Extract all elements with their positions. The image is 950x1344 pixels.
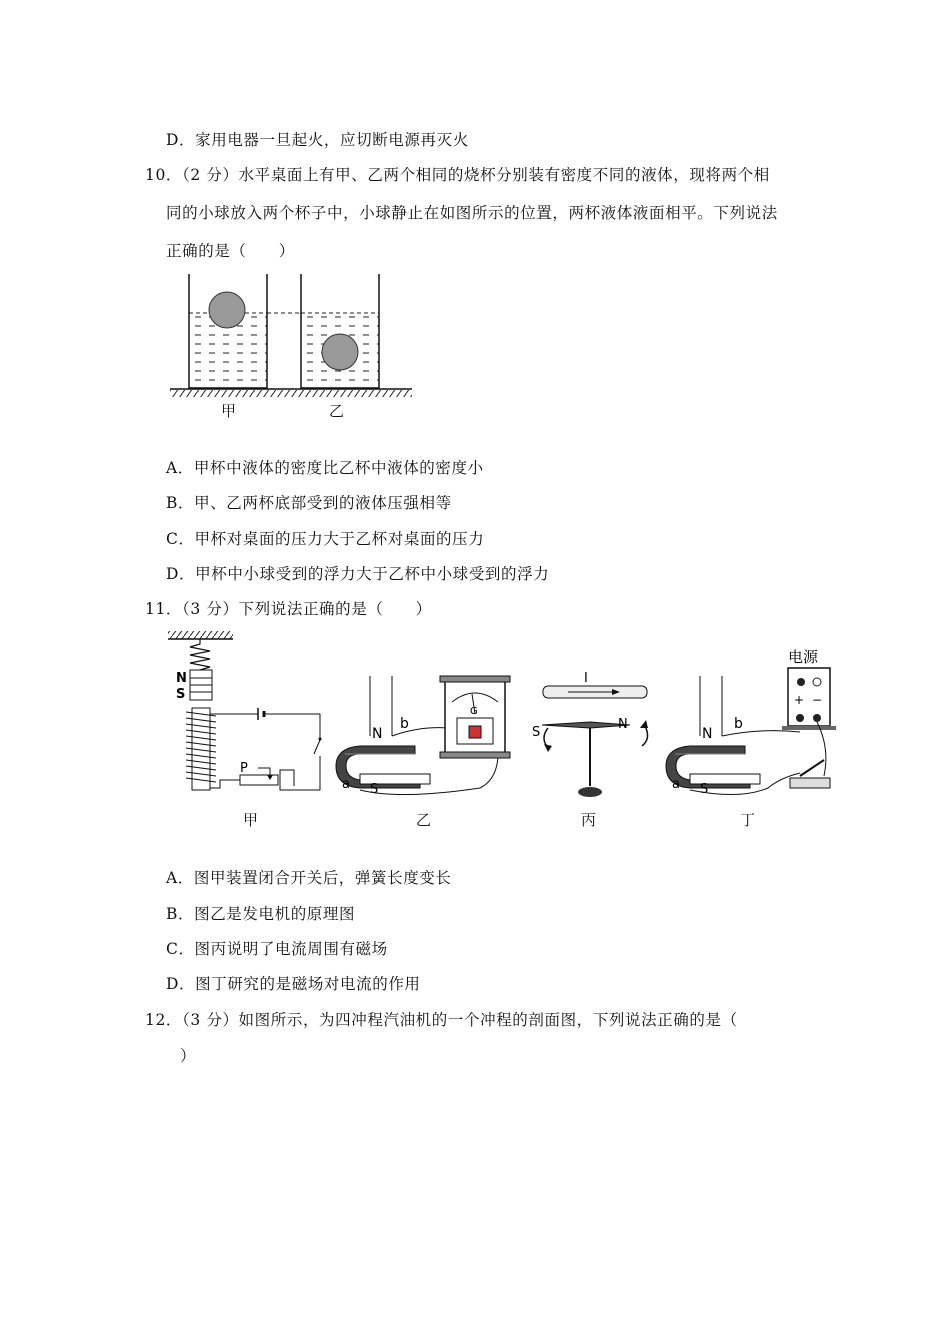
q11-label-ding: 丁 bbox=[740, 811, 756, 829]
ball-jia bbox=[209, 292, 245, 328]
label-plus: + bbox=[794, 693, 805, 707]
fig-yi bbox=[336, 676, 510, 797]
label-a-yi: a bbox=[342, 777, 350, 792]
q9-option-d: D．家用电器一旦起火，应切断电源再灭火 bbox=[166, 131, 469, 149]
label-s: S bbox=[176, 687, 186, 702]
q10-option-b: B．甲、乙两杯底部受到的液体压强相等 bbox=[166, 494, 452, 512]
q11-option-d: D．图丁研究的是磁场对电流的作用 bbox=[166, 975, 421, 993]
label-g: G bbox=[470, 706, 478, 717]
q11-figure bbox=[160, 628, 840, 808]
label-i: I bbox=[584, 671, 588, 686]
q12-stem-line2: ） bbox=[180, 1047, 197, 1065]
q10-label-yi: 乙 bbox=[329, 402, 345, 420]
fig-jia bbox=[168, 631, 322, 790]
label-s-bing: S bbox=[532, 725, 541, 740]
q10-label-jia: 甲 bbox=[221, 402, 237, 420]
beaker-yi bbox=[301, 274, 379, 388]
q12-stem-line1: 12．（3 分）如图所示，为四冲程汽油机的一个冲程的剖面图，下列说法正确的是（ bbox=[145, 1011, 738, 1029]
q11-option-a: A．图甲装置闭合开关后，弹簧长度变长 bbox=[166, 869, 452, 887]
q10-stem-line1: 10．（2 分）水平桌面上有甲、乙两个相同的烧杯分别装有密度不同的液体，现将两个相 bbox=[145, 166, 770, 184]
label-p: P bbox=[240, 761, 248, 776]
q11-label-yi: 乙 bbox=[416, 811, 432, 829]
label-s-yi: S bbox=[370, 782, 379, 797]
q10-option-c: C．甲杯对桌面的压力大于乙杯对桌面的压力 bbox=[166, 530, 485, 548]
q10-stem-line3: 正确的是（ ） bbox=[166, 242, 295, 260]
label-s-ding: S bbox=[700, 782, 709, 797]
q11-label-bing: 丙 bbox=[581, 811, 597, 829]
ball-yi bbox=[322, 334, 358, 370]
label-n-yi: N bbox=[372, 726, 383, 742]
spring bbox=[190, 639, 210, 670]
q10-beakers-figure bbox=[165, 268, 420, 428]
label-b-yi: b bbox=[400, 716, 409, 732]
q11-stem: 11．（3 分）下列说法正确的是（ ） bbox=[145, 600, 432, 618]
label-minus: − bbox=[812, 693, 823, 707]
rheostat bbox=[240, 775, 278, 785]
label-a-ding: a bbox=[672, 777, 680, 792]
compass-needle bbox=[542, 722, 630, 728]
knife-switch bbox=[790, 778, 830, 788]
q11-label-jia: 甲 bbox=[243, 811, 259, 829]
q11-option-b: B．图乙是发电机的原理图 bbox=[166, 905, 356, 923]
q11-option-c: C．图丙说明了电流周围有磁场 bbox=[166, 940, 388, 958]
q10-option-a: A．甲杯中液体的密度比乙杯中液体的密度小 bbox=[166, 459, 484, 477]
q10-option-d: D．甲杯中小球受到的浮力大于乙杯中小球受到的浮力 bbox=[166, 565, 550, 583]
label-power: 电源 bbox=[788, 648, 819, 666]
beaker-jia bbox=[189, 274, 267, 388]
label-n-ding: N bbox=[702, 726, 713, 742]
q10-stem-line2: 同的小球放入两个杯子中，小球静止在如图所示的位置，两杯液体液面相平。下列说法 bbox=[166, 204, 778, 222]
label-n: N bbox=[176, 671, 187, 686]
switch bbox=[314, 740, 320, 754]
label-n-bing: N bbox=[618, 717, 628, 732]
fig-bing bbox=[532, 671, 648, 797]
label-b-ding: b bbox=[734, 716, 743, 732]
fig-ding bbox=[666, 648, 836, 797]
